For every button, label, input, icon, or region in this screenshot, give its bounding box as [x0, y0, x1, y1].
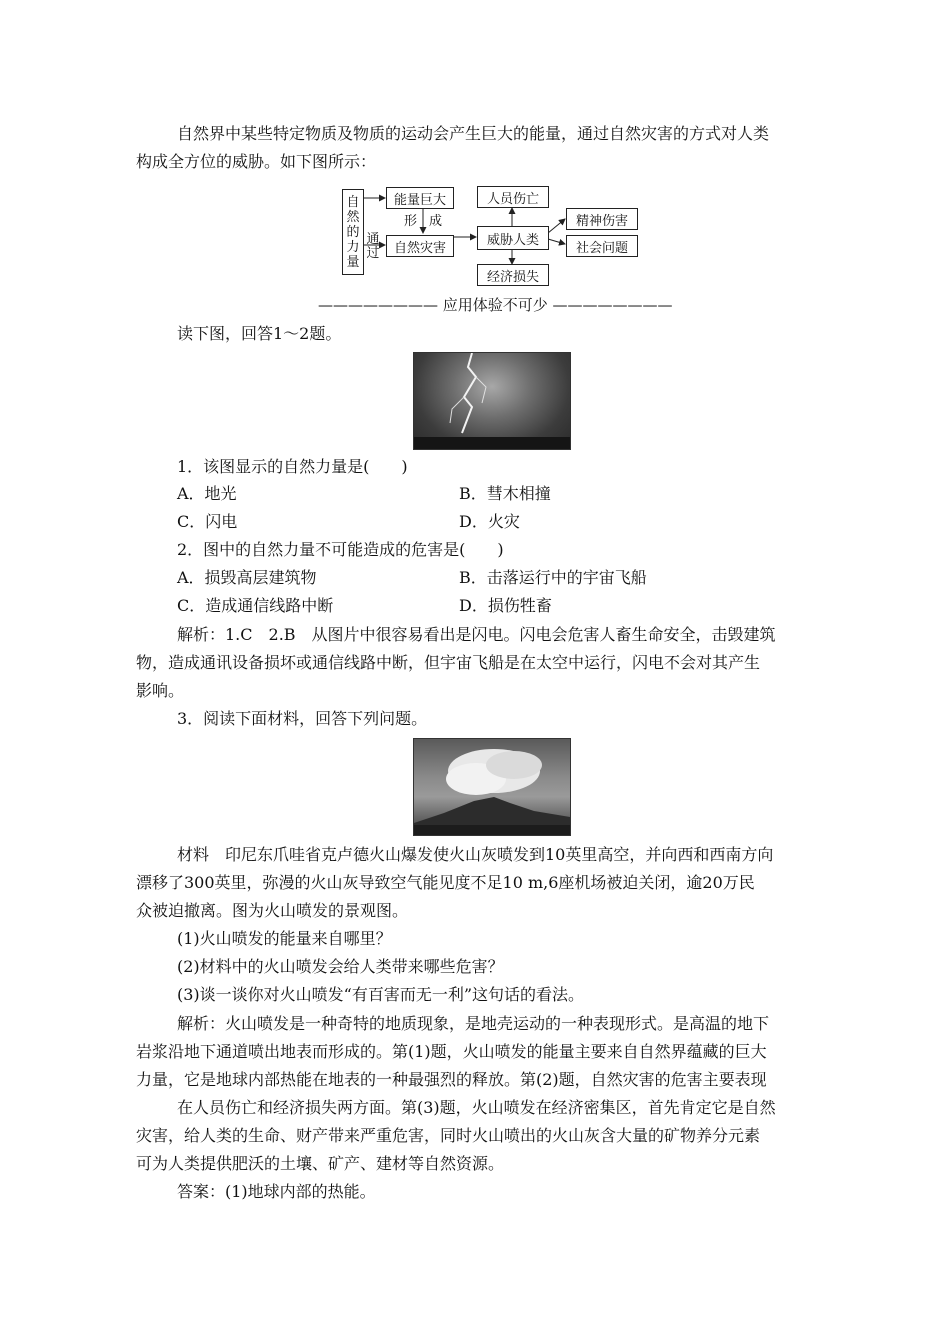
q2-option-a: A．损毁高层建筑物	[177, 568, 317, 587]
lightning-photo	[413, 352, 571, 450]
via-char-1: 通	[366, 232, 380, 247]
q1-option-c: C．闪电	[177, 512, 238, 531]
analysis3-line-3: 力量，它是地球内部热能在地表的一种最强烈的释放。第(2)题，自然灾害的危害主要表现	[136, 1070, 767, 1089]
volcano-icon	[414, 739, 570, 835]
analysis3-line-4: 在人员伤亡和经济损失两方面。第(3)题，火山喷发在经济密集区，首先肯定它是自然	[177, 1098, 776, 1117]
q2-option-b: B．击落运行中的宇宙飞船	[459, 568, 647, 587]
material-line-2: 漂移了300英里，弥漫的火山灰导致空气能见度不足10 m,6座机场被迫关闭，逾20万民	[136, 873, 755, 892]
analysis3-line-1: 解析：火山喷发是一种奇特的地质现象，是地壳运动的一种表现形式。是高温的地下	[177, 1014, 770, 1033]
q1-option-a: A．地光	[177, 484, 237, 503]
analysis3-line-5: 灾害，给人类的生命、财产带来严重危害，同时火山喷出的火山灰含大量的矿物养分元素	[136, 1126, 761, 1145]
disaster-box: 自然灾害	[386, 235, 454, 257]
q12-intro: 读下图，回答1～2题。	[177, 324, 342, 343]
volcano-photo	[413, 738, 571, 836]
q3-sub-3: (3)谈一谈你对火山喷发“有百害而无一利”这句话的看法。	[177, 985, 585, 1004]
material-line-1: 材料 印尼东爪哇省克卢德火山爆发使火山灰喷发到10英里高空，并向西和西南方向	[177, 845, 774, 864]
q3-stem: 3．阅读下面材料，回答下列问题。	[177, 709, 428, 728]
via-label	[365, 233, 381, 261]
q2-stem: 2．图中的自然力量不可能造成的危害是( )	[177, 540, 504, 559]
casualty-box: 人员伤亡	[477, 186, 549, 208]
intro-line-2: 构成全方位的威胁。如下图所示：	[136, 152, 377, 171]
section-title: ———————— 应用体验不可少 ————————	[318, 296, 673, 314]
force-char-1: 自	[346, 194, 360, 210]
q3-sub-1: (1)火山喷发的能量来自哪里？	[177, 929, 392, 948]
force-char-4: 力	[346, 239, 360, 255]
analysis3-line-2: 岩浆沿地下通道喷出地表而形成的。第(1)题，火山喷发的能量主要来自自然界蕴藏的巨大	[136, 1042, 767, 1061]
form-label-2: 成	[429, 214, 443, 229]
lightning-bolt-icon	[414, 353, 570, 449]
analysis3-line-6: 可为人类提供肥沃的土壤、矿产、建材等自然资源。	[136, 1154, 505, 1173]
analysis12-line-2: 物，造成通讯设备损坏或通信线路中断，但宇宙飞船是在太空中运行，闪电不会对其产生	[136, 653, 761, 672]
material-line-3: 众被迫撤离。图为火山喷发的景观图。	[136, 901, 409, 920]
mental-harm-box: 精神伤害	[566, 208, 638, 230]
force-char-3: 的	[346, 224, 360, 240]
answer-line: 答案：(1)地球内部的热能。	[177, 1182, 376, 1201]
economic-loss-box: 经济损失	[477, 264, 549, 286]
analysis12-line-3: 影响。	[136, 681, 185, 700]
force-char-5: 量	[346, 254, 360, 270]
intro-line-1: 自然界中某些特定物质及物质的运动会产生巨大的能量，通过自然灾害的方式对人类	[177, 124, 770, 143]
form-label-1: 形	[404, 214, 418, 229]
q1-option-b: B．彗木相撞	[459, 484, 551, 503]
social-problem-box: 社会问题	[566, 235, 638, 257]
q2-option-d: D．损伤牲畜	[459, 596, 552, 615]
q3-sub-2: (2)材料中的火山喷发会给人类带来哪些危害？	[177, 957, 504, 976]
q1-option-d: D．火灾	[459, 512, 520, 531]
q1-stem: 1．该图显示的自然力量是( )	[177, 457, 408, 476]
force-char-2: 然	[346, 209, 360, 225]
threat-box: 威胁人类	[477, 226, 549, 250]
via-char-2: 过	[366, 246, 380, 261]
energy-box: 能量巨大	[386, 187, 454, 209]
natural-force-box	[342, 189, 364, 275]
analysis12-line-1: 解析：1.C 2.B 从图片中很容易看出是闪电。闪电会危害人畜生命安全，击毁建筑	[177, 625, 776, 644]
natural-force-diagram	[340, 181, 650, 285]
q2-option-c: C．造成通信线路中断	[177, 596, 334, 615]
